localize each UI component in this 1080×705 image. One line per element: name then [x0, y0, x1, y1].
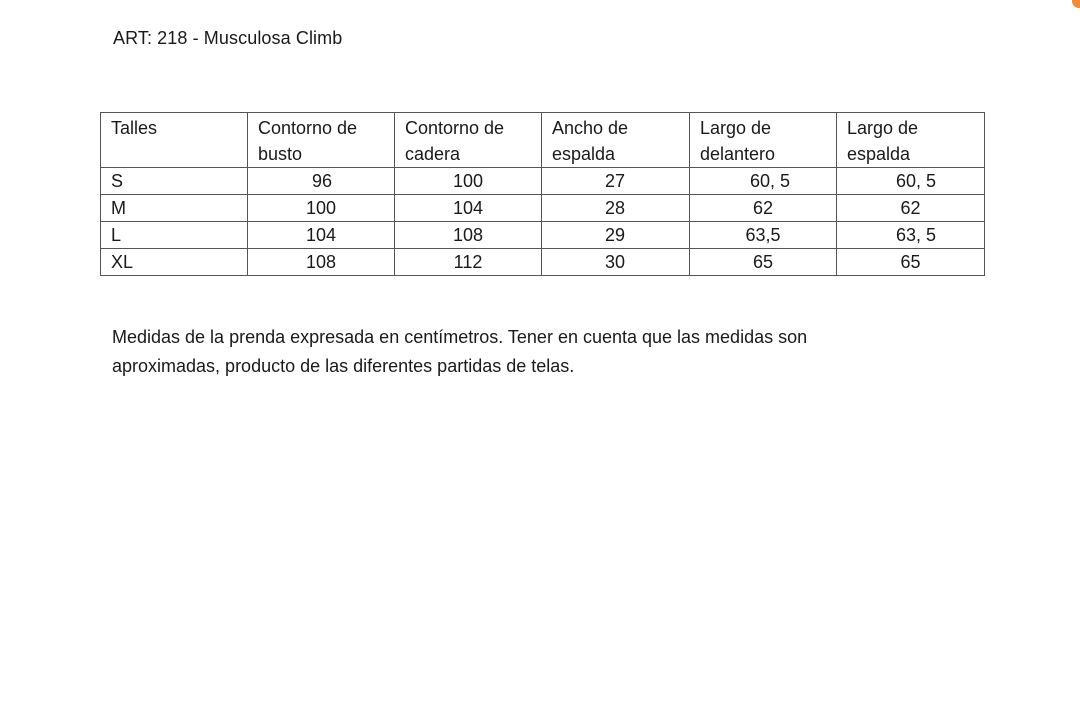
table-row: [101, 168, 985, 195]
table-cell: 27: [542, 168, 690, 195]
header-cell-largo-espalda: Largo de espalda: [837, 113, 985, 168]
table-cell: 60, 5: [837, 168, 985, 195]
table-cell: 65: [837, 249, 985, 276]
corner-accent: [1072, 0, 1080, 8]
note-line-2: aproximadas, producto de las diferentes partidas de telas.: [112, 356, 575, 376]
table-cell: 108: [248, 249, 395, 276]
table-cell: 60, 5: [690, 168, 837, 195]
size-table: [100, 112, 985, 276]
header-cell-largo-delantero: Largo de delantero: [690, 113, 837, 168]
measurement-note: [112, 323, 912, 381]
table-cell: 62: [690, 195, 837, 222]
table-row: [101, 222, 985, 249]
table-cell: 30: [542, 249, 690, 276]
table-cell: 96: [248, 168, 395, 195]
table-cell: 108: [395, 222, 542, 249]
table-cell: 62: [837, 195, 985, 222]
table-cell: 104: [248, 222, 395, 249]
note-line-1: Medidas de la prenda expresada en centímetros. Tener en cuenta que las medidas son: [112, 327, 808, 347]
table-cell: 65: [690, 249, 837, 276]
size-cell: S: [101, 168, 248, 195]
header-cell-talles: Talles: [101, 113, 248, 168]
document-title: ART: 218 - Musculosa Climb: [113, 28, 343, 48]
table-cell: 28: [542, 195, 690, 222]
table-cell: 63,5: [690, 222, 837, 249]
header-cell-contorno-busto: Contorno de busto: [248, 113, 395, 168]
size-cell: L: [101, 222, 248, 249]
size-cell: XL: [101, 249, 248, 276]
table-cell: 112: [395, 249, 542, 276]
header-cell-ancho-espalda: Ancho de espalda: [542, 113, 690, 168]
table-cell: 63, 5: [837, 222, 985, 249]
table-row: [101, 195, 985, 222]
table-row: [101, 249, 985, 276]
table-cell: 100: [248, 195, 395, 222]
header-cell-contorno-cadera: Contorno de cadera: [395, 113, 542, 168]
table-cell: 104: [395, 195, 542, 222]
table-cell: 100: [395, 168, 542, 195]
size-cell: M: [101, 195, 248, 222]
table-cell: 29: [542, 222, 690, 249]
table-header-row: [101, 113, 985, 168]
